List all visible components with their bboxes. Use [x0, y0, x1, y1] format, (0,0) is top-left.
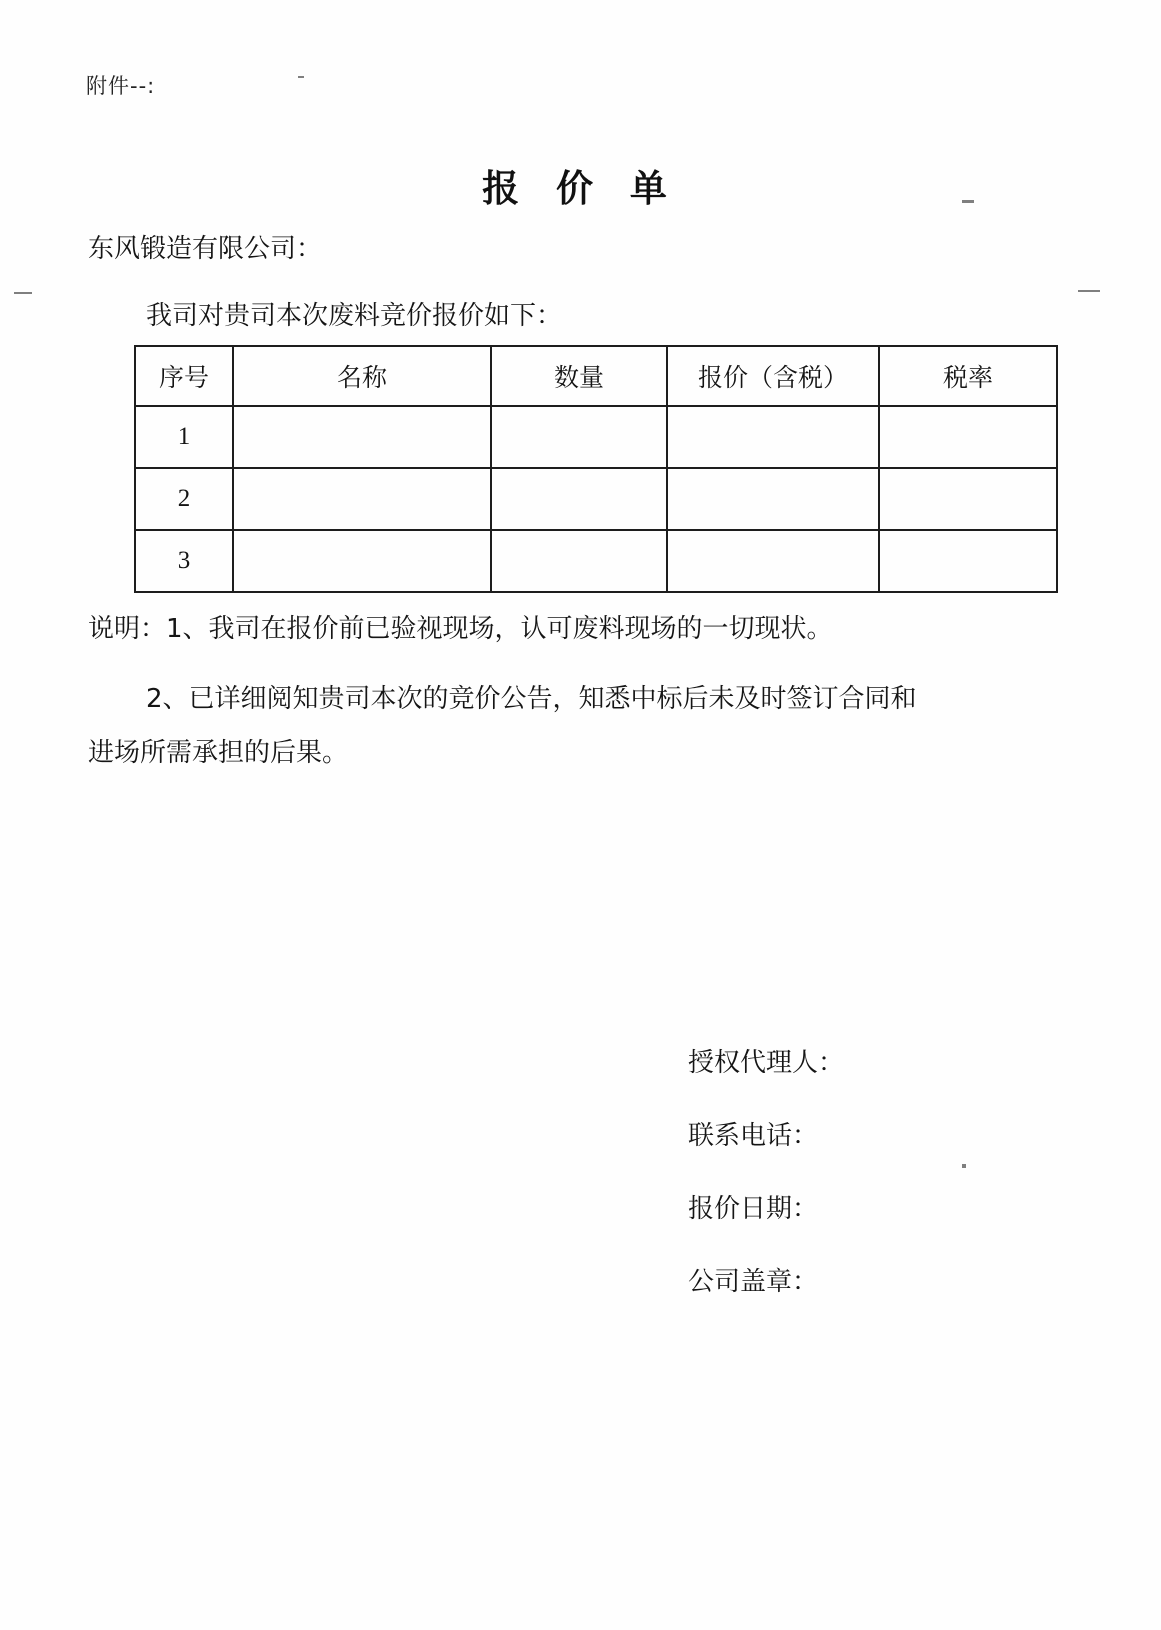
- signature-block: [688, 1042, 844, 1334]
- cell-price[interactable]: [667, 530, 879, 592]
- column-header-name: 名称: [233, 346, 491, 406]
- cell-no: 3: [135, 530, 233, 592]
- signature-seal: 公司盖章：: [688, 1267, 819, 1297]
- page-title: 报 价 单: [482, 167, 679, 210]
- signature-agent: 授权代理人：: [688, 1048, 845, 1078]
- table-row: [135, 468, 1057, 530]
- cell-rate[interactable]: [879, 406, 1057, 468]
- column-header-no: 序号: [135, 346, 233, 406]
- cell-no: 2: [135, 468, 233, 530]
- table-header-row: [135, 346, 1057, 406]
- cell-name[interactable]: [233, 406, 491, 468]
- column-header-qty: 数量: [491, 346, 667, 406]
- cell-rate[interactable]: [879, 530, 1057, 592]
- note-2-part-1: 2、已详细阅知贵司本次的竞价公告，知悉中标后未及时签订合同和: [146, 684, 917, 714]
- scan-artifact-left: [14, 292, 32, 294]
- cell-name[interactable]: [233, 530, 491, 592]
- column-header-price: 报价（含税）: [667, 346, 879, 406]
- cell-name[interactable]: [233, 468, 491, 530]
- cell-qty[interactable]: [491, 530, 667, 592]
- cell-price[interactable]: [667, 406, 879, 468]
- table-row: [135, 406, 1057, 468]
- signature-phone: 联系电话：: [688, 1121, 819, 1151]
- note-line-2: [88, 672, 1106, 780]
- quotation-table: [134, 345, 1058, 593]
- note-line-1: 说明：1、我司在报价前已验视现场，认可废料现场的一切现状。: [88, 614, 833, 644]
- addressee-line: 东风锻造有限公司：: [88, 234, 323, 264]
- attachment-label: 附件--:: [86, 74, 156, 98]
- table-row: [135, 530, 1057, 592]
- scan-artifact-dot: [962, 1164, 966, 1168]
- cell-price[interactable]: [667, 468, 879, 530]
- note-2-part-2: 进场所需承担的后果。: [88, 738, 349, 768]
- signature-date: 报价日期：: [688, 1194, 819, 1224]
- cell-qty[interactable]: [491, 406, 667, 468]
- scan-artifact-right2: [1078, 290, 1100, 292]
- cell-qty[interactable]: [491, 468, 667, 530]
- column-header-rate: 税率: [879, 346, 1057, 406]
- cell-no: 1: [135, 406, 233, 468]
- cell-rate[interactable]: [879, 468, 1057, 530]
- intro-paragraph: 我司对贵司本次废料竞价报价如下：: [146, 301, 563, 331]
- scan-artifact-top: [298, 76, 304, 78]
